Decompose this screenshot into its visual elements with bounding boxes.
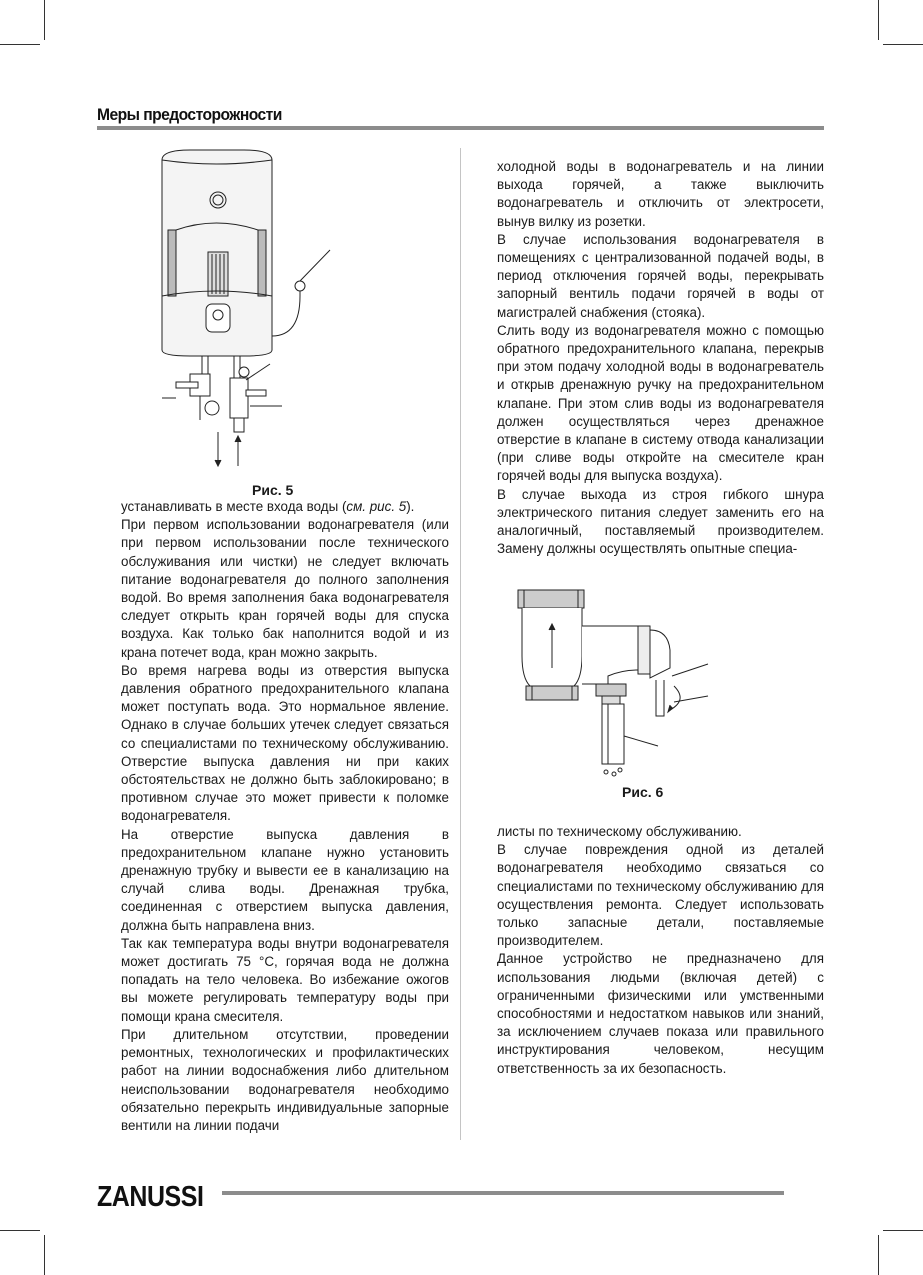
crop-mark <box>0 1230 40 1231</box>
paragraph: Данное устройство не предназначено для использования людьми (включая детей) с ограниченными физическими или умственными способностями и недостатком навыков или знаний, за исключением случаев показа или правильного инструктирования человеком, несущим ответственность за их безопасность. <box>497 951 824 1076</box>
paragraph: холодной воды в водонагреватель и на линии выхода горячей, а также выключить водонагреватель и отключить от электросети, вынув вилку из розетки. <box>497 159 824 229</box>
right-column-bottom <box>497 823 824 1078</box>
left-column <box>121 498 449 1135</box>
paragraph: Так как температура воды внутри водонагревателя может достигать 75 °С, горячая вода не должна попадать на тело человека. Во избежание ожогов вы можете регулировать температуру воды при помощи крана смесителя. <box>121 935 449 1024</box>
paragraph: В случае использования водонагревателя в помещениях с централизованной подачей воды, в период отключения горячей воды, перекрывать запорный вентиль подачи горячей в воды от магистралей снабжения (стояка). <box>497 231 824 320</box>
paragraph-text: ). <box>406 499 415 514</box>
paragraph-text: устанавливать в месте входа воды ( <box>121 499 347 514</box>
footer-rule <box>222 1191 784 1195</box>
crop-mark <box>44 1235 45 1275</box>
brand-logo: ZANUSSI <box>97 1181 204 1213</box>
paragraph: В случае повреждения одной из деталей водонагревателя необходимо связаться со специалистами по техническому обслуживанию для осуществления ремонта. Следует использовать только запасные детали, поставляемые производителем. <box>497 842 824 949</box>
paragraph: Слить воду из водонагревателя можно с помощью обратного предохранительного клапана, перекрыв при этом подачу холодной воды в водонагреватель и открыв дренажную ручку на предохранительном клапане. При этом слив воды из водонагревателя должен осуществляться через дренажное отверстие в клапане в систему отвода канализации (при сливе воды откройте на смесителе кран горячей воды для выпуска воздуха). <box>497 322 824 484</box>
paragraph: На отверстие выпуска давления в предохранительном клапане нужно установить дренажную трубку и вывести ее в канализацию на случай слива воды. Дренажная трубка, соединенная с отверстием выпуска давления, должна быть направлена вниз. <box>121 826 449 933</box>
paragraph: При длительном отсутствии, проведении ремонтных, технологических и профилактических работ на линии водоснабжения либо длительном неиспользовании водонагревателя необходимо обязательно перекрыть индивидуальные запорные вентили на линии подачи <box>121 1026 449 1133</box>
header-rule <box>97 126 824 130</box>
paragraph: При первом использовании водонагревателя (или при первом использовании после технического обслуживания или чистки) не следует включать питание водонагревателя до полного заполнения водой. Во время заполнения бака водонагревателя следует открыть кран горячей воды для спуска воздуха. Как только бак наполнится водой и из крана потечет вода, кран можно закрыть. <box>121 517 449 660</box>
paragraph <box>121 498 449 516</box>
crop-mark <box>0 44 40 45</box>
right-column-top <box>497 158 824 558</box>
safety-valve-diagram-icon <box>512 586 712 781</box>
paragraph: листы по техническому обслуживанию. <box>497 824 742 839</box>
column-divider <box>460 148 461 1140</box>
crop-mark <box>878 0 879 40</box>
page-title: Меры предосторожности <box>97 105 282 124</box>
figure-6-caption: Рис. 6 <box>622 784 664 800</box>
paragraph: В случае выхода из строя гибкого шнура электрического питания следует заменить его на аналогичный, поставляемый производителем. Замену должны осуществлять опытные специа- <box>497 486 824 557</box>
crop-mark <box>44 0 45 40</box>
water-heater-diagram-icon <box>160 146 340 468</box>
figure-5-caption: Рис. 5 <box>252 482 294 498</box>
crop-mark <box>883 1230 923 1231</box>
crop-mark <box>883 44 923 45</box>
paragraph: Во время нагрева воды из отверстия выпуска давления обратного предохранительного клапана может поступать вода. Это нормальное явление. Однако в случае больших утечек следует связаться со специалистами по техническому обслуживанию. Отверстие выпуска давления ни при каких обстоятельствах не должно быть заблокировано; в противном случае это может привести к поломке водонагревателя. <box>121 662 449 824</box>
crop-mark <box>878 1235 879 1275</box>
figure-reference: см. рис. 5 <box>346 499 407 514</box>
